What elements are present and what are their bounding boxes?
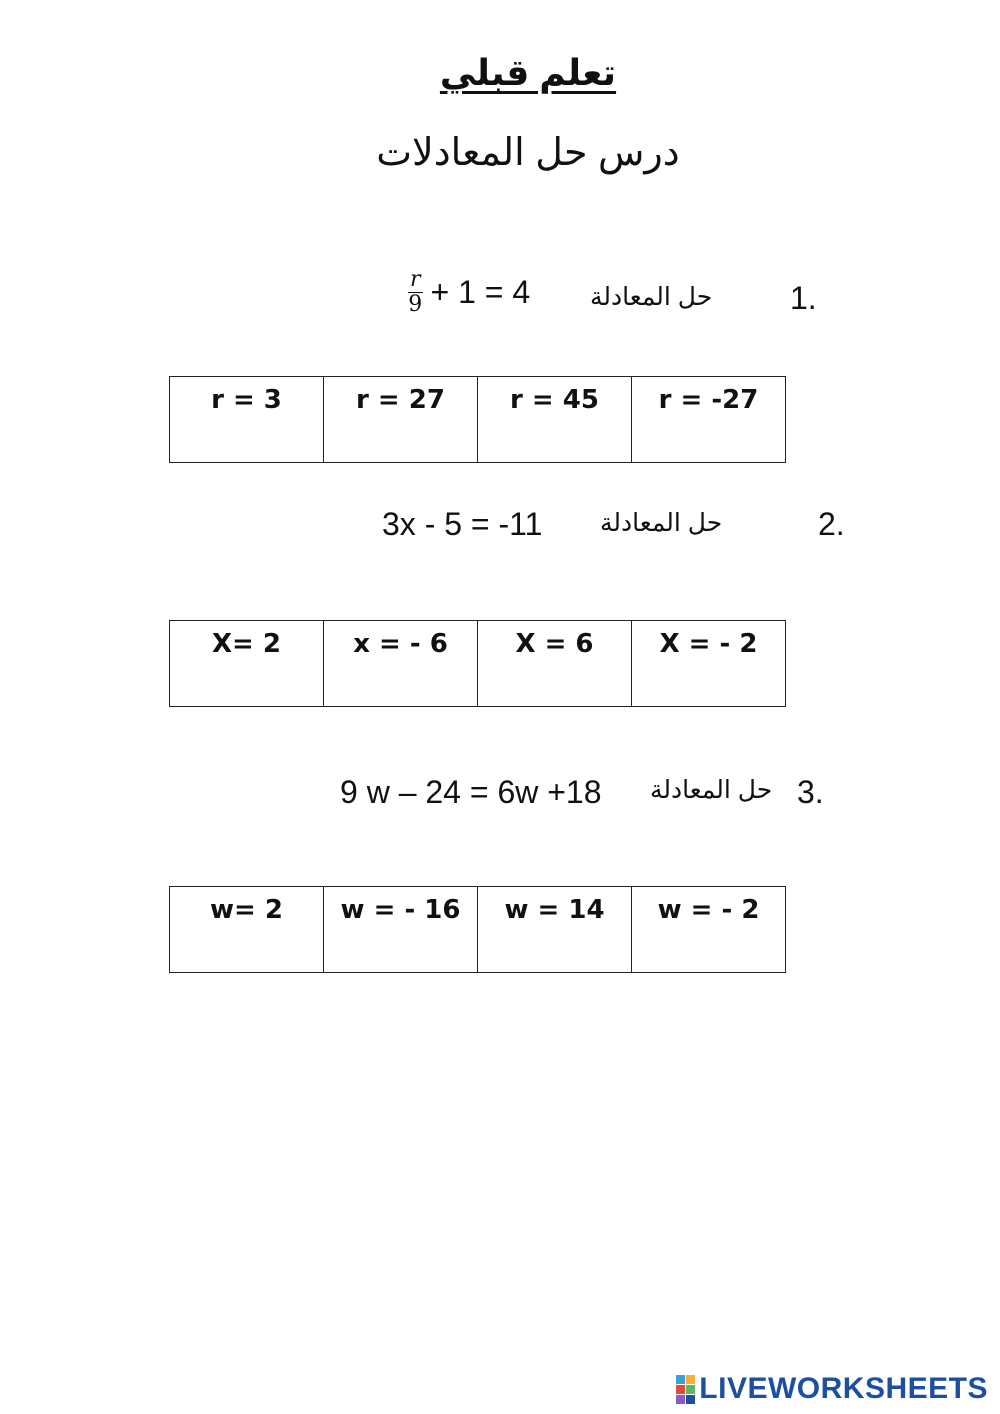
option-cell[interactable]: w = - 2 — [632, 887, 786, 973]
question-1-label: حل المعادلة — [590, 283, 713, 311]
question-1-options — [169, 376, 786, 463]
option-cell[interactable]: w = - 16 — [324, 887, 478, 973]
fraction-numerator: r — [410, 267, 421, 292]
question-1-fraction — [408, 268, 423, 317]
question-1-equation — [408, 268, 530, 317]
question-1-equation-text: + 1 = 4 — [430, 274, 531, 310]
logo-text: LIVEWORKSHEETS — [699, 1372, 988, 1405]
options-row — [170, 377, 786, 463]
question-3-equation: 9 w – 24 = 6w +18 — [340, 774, 602, 810]
question-3-number: 3. — [797, 774, 824, 810]
question-3-label: حل المعادلة — [650, 776, 773, 804]
option-cell[interactable]: X = 6 — [478, 621, 632, 707]
question-1-number: 1. — [790, 280, 817, 316]
option-cell[interactable]: x = - 6 — [324, 621, 478, 707]
option-cell[interactable]: r = 3 — [170, 377, 324, 463]
page-title: تعلم قبلي — [439, 52, 617, 93]
question-2-options — [169, 620, 786, 707]
option-cell[interactable]: r = -27 — [632, 377, 786, 463]
question-2-label: حل المعادلة — [600, 509, 723, 537]
question-3-options — [169, 886, 786, 973]
page-subtitle: درس حل المعادلات — [376, 132, 680, 174]
liveworksheets-logo — [676, 1372, 988, 1406]
options-row — [170, 887, 786, 973]
option-cell[interactable]: w= 2 — [170, 887, 324, 973]
question-2-equation: 3x - 5 = -11 — [382, 506, 543, 542]
option-cell[interactable]: r = 45 — [478, 377, 632, 463]
fraction-denominator: 9 — [408, 292, 423, 317]
logo-mark-icon — [676, 1375, 695, 1404]
option-cell[interactable]: X= 2 — [170, 621, 324, 707]
option-cell[interactable]: X = - 2 — [632, 621, 786, 707]
option-cell[interactable]: r = 27 — [324, 377, 478, 463]
question-2-number: 2. — [818, 506, 845, 542]
options-row — [170, 621, 786, 707]
option-cell[interactable]: w = 14 — [478, 887, 632, 973]
